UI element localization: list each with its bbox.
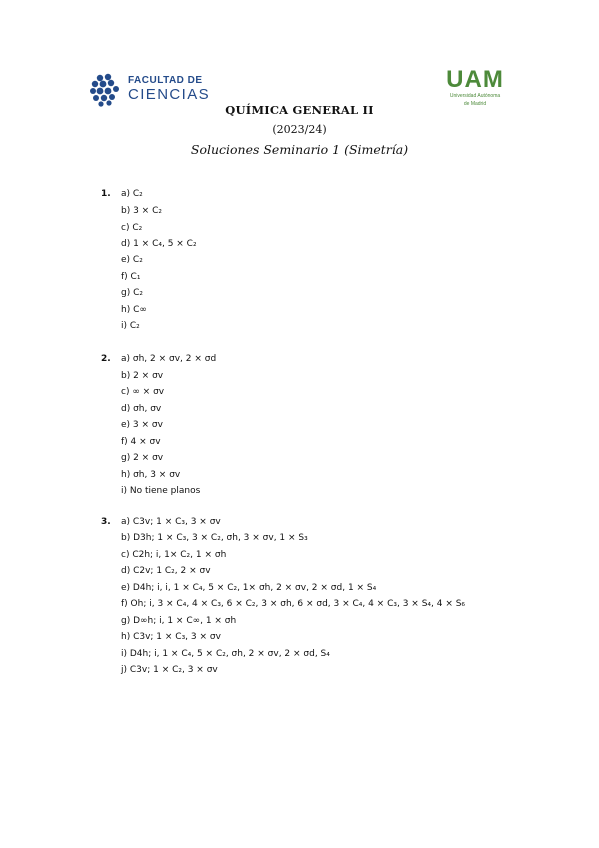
answer-item: b) 2 × σv [121,371,164,381]
answer-item: b) D3h; 1 × C₃, 3 × C₂, σh, 3 × σv, 1 × S₃ [121,533,308,543]
answer-item: g) 2 × σv [121,453,164,463]
answer-item: f) 4 × σv [121,437,161,447]
faculty-name-line2: CIENCIAS [128,86,211,103]
answer-item: e) D4h; i, i, 1 × C₄, 5 × C₂, 1× σh, 2 × σv, 2 × σd, 1 × S₄ [121,583,377,593]
question-number: 1. [101,189,111,199]
answer-item: a) C₂ [121,189,143,199]
answer-item: e) C₂ [121,255,143,265]
answer-item: c) C2h; i, 1× C₂, 1 × σh [121,550,227,560]
answer-item: a) C3v; 1 × C₃, 3 × σv [121,517,221,527]
uam-logo-text: UAM [446,66,504,93]
answer-item: f) C₁ [121,272,141,282]
answer-item: e) 3 × σv [121,420,163,430]
uam-logo-subtitle-2: de Madrid [463,100,487,107]
question-number: 2. [101,354,111,364]
answer-item: i) No tiene planos [121,486,201,496]
document-subtitle: Soluciones Seminario 1 (Simetría) [190,142,409,157]
answer-item: h) C∞ [121,305,147,315]
answer-item: f) Oh; i, 3 × C₄, 4 × C₃, 6 × C₂, 3 × σh, 6 × σd, 3 × C₄, 4 × C₃, 3 × S₄, 4 × S₆ [121,599,466,609]
answer-item: c) ∞ × σv [121,387,165,397]
question-number: 3. [101,517,111,527]
answer-item: g) D∞h; i, 1 × C∞, 1 × σh [121,616,237,626]
answer-item: d) C2v; 1 C₂, 2 × σv [121,566,211,576]
answer-item: h) σh, 3 × σv [121,470,181,480]
answer-item: g) C₂ [121,288,143,298]
document-year: (2023/24) [272,123,327,136]
answer-item: d) 1 × C₄, 5 × C₂ [121,239,197,249]
answer-item: i) C₂ [121,321,140,331]
uam-logo-subtitle-1: Universidad Autónoma [449,93,501,99]
answer-item: i) D4h; i, 1 × C₄, 5 × C₂, σh, 2 × σv, 2 × σd, S₄ [121,649,330,659]
answer-item: d) σh, σv [121,404,162,414]
answer-item: j) C3v; 1 × C₂, 3 × σv [121,665,218,675]
faculty-name-line1: FACULTAD DE [128,75,203,86]
answer-item: h) C3v; 1 × C₃, 3 × σv [121,632,221,642]
answer-item: a) σh, 2 × σv, 2 × σd [121,354,217,364]
answer-item: b) 3 × C₂ [121,206,162,216]
answer-item: c) C₂ [121,223,143,233]
document-title: QUÍMICA GENERAL II [225,103,374,117]
